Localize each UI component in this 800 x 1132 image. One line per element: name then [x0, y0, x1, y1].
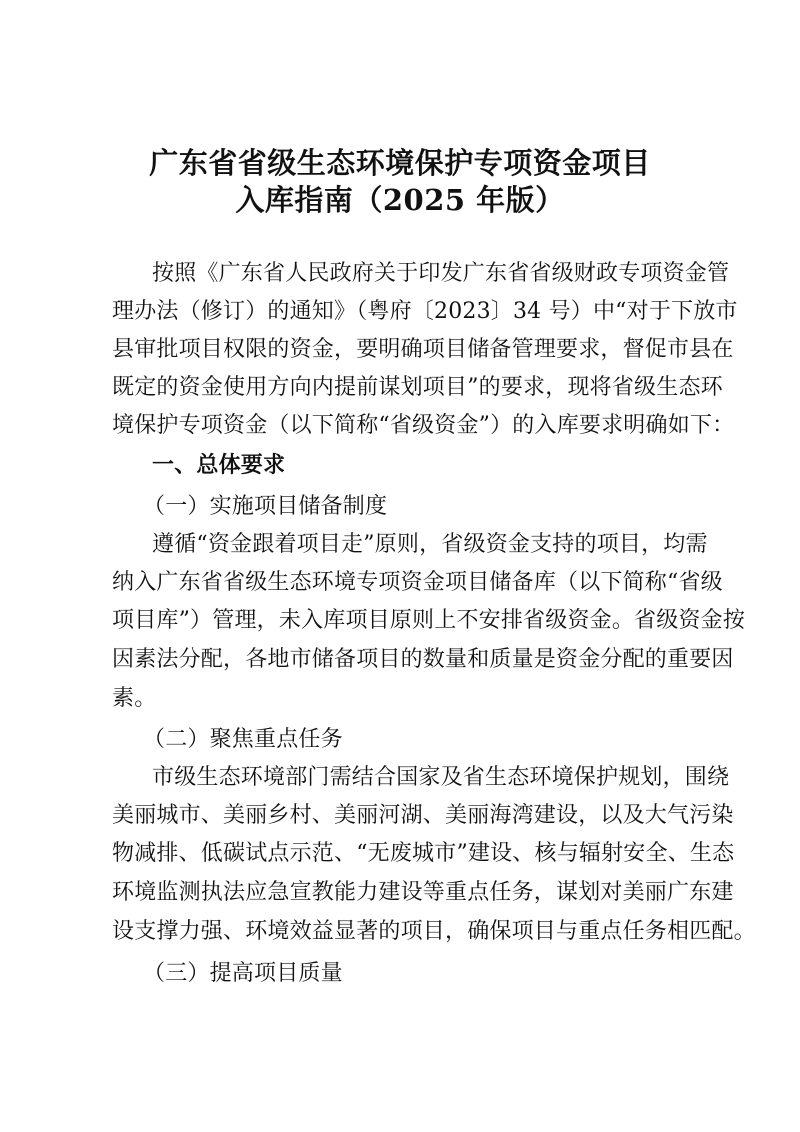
body-line: 素。 — [112, 686, 157, 711]
body-line: 遵循“资金跟着项目走”原则，省级资金支持的项目，均需 — [152, 532, 708, 557]
body-line: 环境监测执法应急宣教能力建设等重点任务，谋划对美丽广东建 — [112, 880, 734, 905]
section-heading-general-requirements: 一、总体要求 — [152, 453, 286, 478]
intro-line: 按照《广东省人民政府关于印发广东省省级财政专项资金管 — [152, 261, 730, 286]
body-line: 物减排、低碳试点示范、“无废城市”建设、核与辐射安全、生态 — [112, 841, 735, 866]
intro-line: 理办法（修订）的通知》（粤府〔2023〕34 号）中“对于下放市 — [112, 299, 738, 324]
body-line: 项目库”）管理，未入库项目原则上不安排省级资金。省级资金按 — [112, 608, 746, 633]
body-line: 设支撑力强、环境效益显著的项目，确保项目与重点任务相匹配。 — [112, 919, 756, 944]
body-line: 美丽城市、美丽乡村、美丽河湖、美丽海湾建设，以及大气污染 — [112, 803, 734, 828]
intro-line: 县审批项目权限的资金，要明确项目储备管理要求，督促市县在 — [112, 337, 734, 362]
document-title-line-2: 入库指南（2025 年版） — [235, 183, 565, 217]
intro-line: 境保护专项资金（以下简称“省级资金”）的入库要求明确如下： — [112, 413, 735, 438]
subsection-heading-project-quality: （三）提高项目质量 — [143, 961, 343, 986]
body-line: 纳入广东省省级生态环境专项资金项目储备库（以下简称“省级 — [112, 570, 723, 595]
subsection-heading-key-tasks: （二）聚焦重点任务 — [143, 727, 343, 752]
body-line: 市级生态环境部门需结合国家及省生态环境保护规划，围绕 — [152, 765, 730, 790]
subsection-heading-project-reserve: （一）实施项目储备制度 — [143, 494, 388, 519]
document-title-line-1: 广东省省级生态环境保护专项资金项目 — [149, 146, 651, 180]
body-line: 因素法分配，各地市储备项目的数量和质量是资金分配的重要因 — [112, 647, 734, 672]
intro-line: 既定的资金使用方向内提前谋划项目”的要求，现将省级生态环 — [112, 375, 723, 400]
